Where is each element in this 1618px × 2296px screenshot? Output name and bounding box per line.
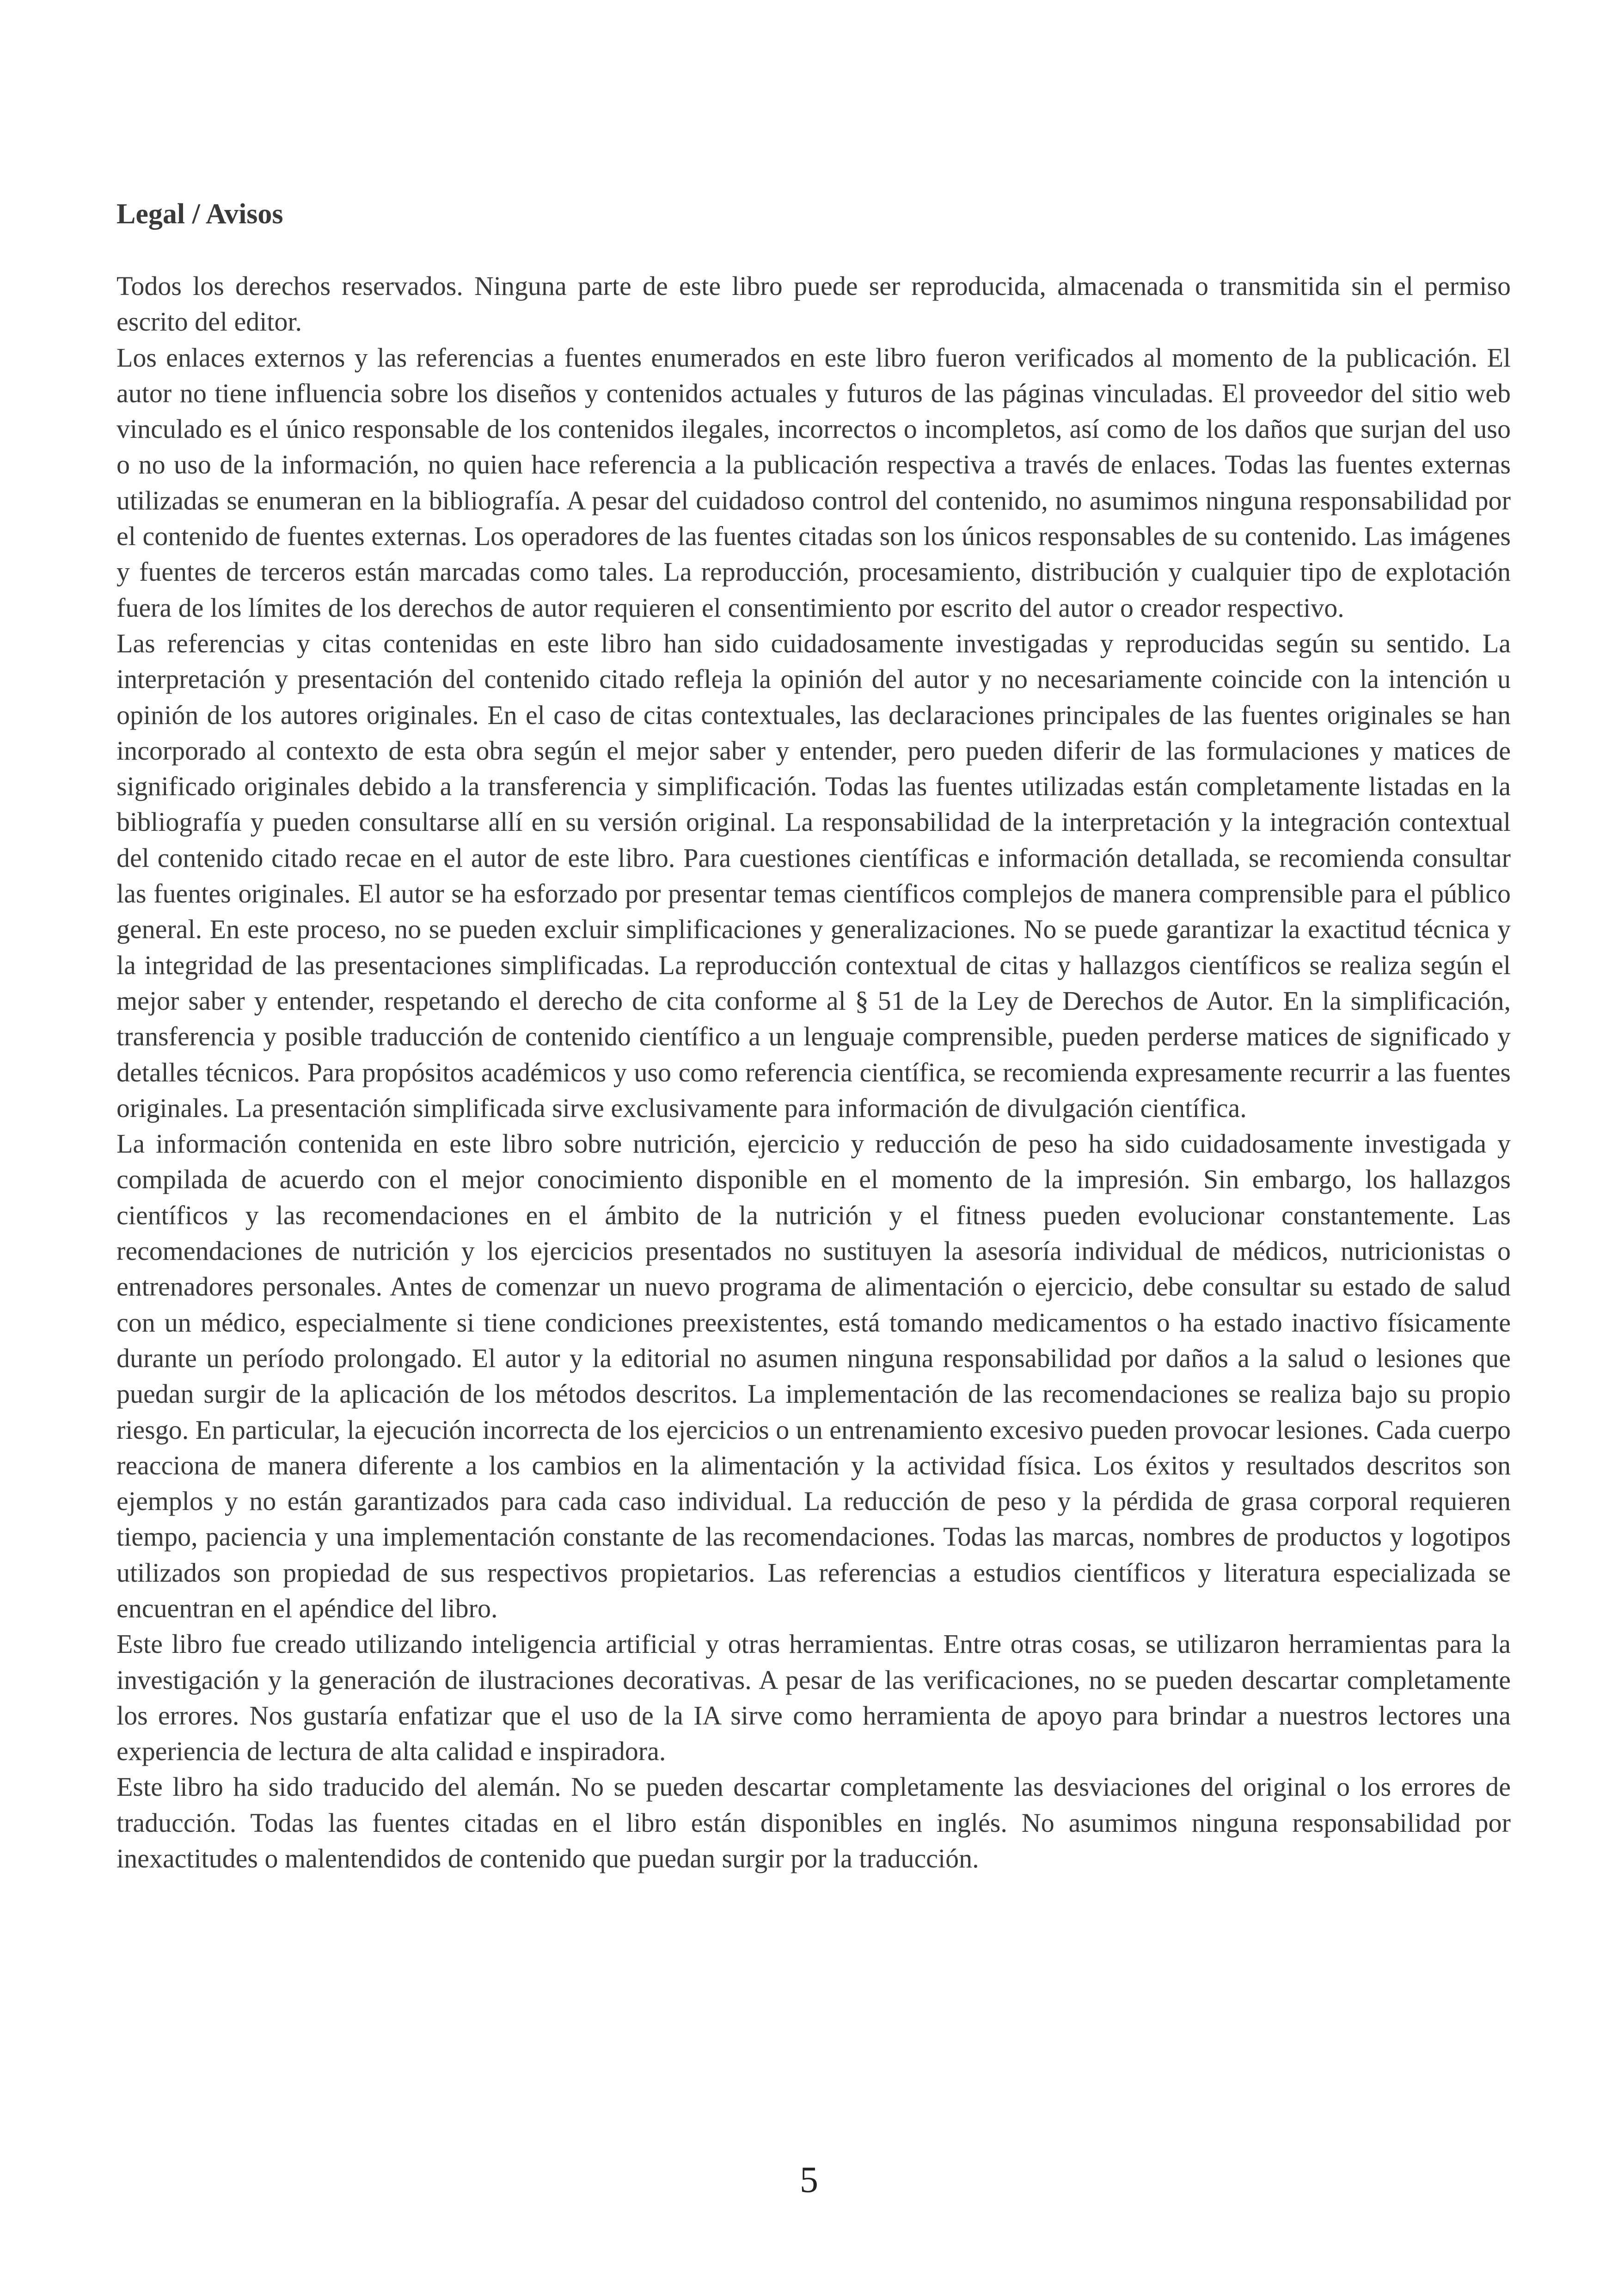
ai-usage-paragraph: Este libro fue creado utilizando inteligencia artificial y otras herramientas. Entre otras cosas, se utilizaron herramientas para la investigación y la generación de ilustraciones decorativas. A pesar de las verificaciones, no se pueden descartar completamente los errores. Nos gustaría enfatizar que el uso de la IA sirve como herramienta de apoyo para brindar a nuestros lectores una experiencia de lectura de alta calidad e inspiradora. (116, 1629, 1511, 1767)
citations-paragraph: Las referencias y citas contenidas en este libro han sido cuidadosamente investigadas y reproducidas según su sentido. La interpretación y presentación del contenido citado refleja la opinión del autor y no necesariamente coincide con la intención u opinión de los autores originales. En el caso de citas contextuales, las declaraciones principales de las fuentes originales se han incorporado al contexto de esta obra según el mejor saber y entender, pero pueden diferir de las formulaciones y matices de significado originales debido a la transferencia y simplificación. Todas las fuentes utilizadas están completamente listadas en la bibliografía y pueden consultarse allí en su versión original. La responsabilidad de la interpretación y la integración contextual del contenido citado recae en el autor de este libro. Para cuestiones científicas e información detallada, se recomienda consultar las fuentes originales. El autor se ha esforzado por presentar temas científicos complejos de manera comprensible para el público general. En este proceso, no se pueden excluir simplificaciones y generalizaciones. No se puede garantizar la exactitud técnica y la integridad de las presentaciones simplificadas. La reproducción contextual de citas y hallazgos científicos se realiza según el mejor saber y entender, respetando el derecho de cita conforme al § 51 de la Ley de Derechos de Autor. En la simplificación, transferencia y posible traducción de contenido científico a un lenguaje comprensible, pueden perderse matices de significado y detalles técnicos. Para propósitos académicos y uso como referencia científica, se recomienda expresamente recurrir a las fuentes originales. La presentación simplificada sirve exclusivamente para información de divulgación científica. (116, 628, 1511, 1123)
external-links-paragraph: Los enlaces externos y las referencias a fuentes enumerados en este libro fueron verificados al momento de la publicación. El autor no tiene influencia sobre los diseños y contenidos actuales y futuros de las páginas vinculadas. El proveedor del sitio web vinculado es el único responsable de los contenidos ilegales, incorrectos o incompletos, así como de los daños que surjan del uso o no uso de la información, no quien hace referencia a la publicación respectiva a través de enlaces. Todas las fuentes externas utilizadas se enumeran en la bibliografía. A pesar del cuidadoso control del contenido, no asumimos ninguna responsabilidad por el contenido de fuentes externas. Los operadores de las fuentes citadas son los únicos responsables de su contenido. Las imágenes y fuentes de terceros están marcadas como tales. La reproducción, procesamiento, distribución y cualquier tipo de explotación fuera de los límites de los derechos de autor requieren el consentimiento por escrito del autor o creador respectivo. (116, 342, 1511, 623)
page-number: 5 (800, 2160, 818, 2200)
legal-notice-section (116, 196, 1511, 1876)
translation-paragraph: Este libro ha sido traducido del alemán. No se pueden descartar completamente las desviaciones del original o los errores de traducción. Todas las fuentes citadas en el libro están disponibles en inglés. No asumimos ninguna responsabilidad por inexactitudes o malentendidos de contenido que puedan surgir por la traducción. (116, 1772, 1511, 1874)
health-disclaimer-paragraph: La información contenida en este libro sobre nutrición, ejercicio y reducción de peso ha sido cuidadosamente investigada y compilada de acuerdo con el mejor conocimiento disponible en el momento de la impresión. Sin embargo, los hallazgos científicos y las recomendaciones en el ámbito de la nutrición y el fitness pueden evolucionar constantemente. Las recomendaciones de nutrición y los ejercicios presentados no sustituyen la asesoría individual de médicos, nutricionistas o entrenadores personales. Antes de comenzar un nuevo programa de alimentación o ejercicio, debe consultar su estado de salud con un médico, especialmente si tiene condiciones preexistentes, está tomando medicamentos o ha estado inactivo físicamente durante un período prolongado. El autor y la editorial no asumen ninguna responsabilidad por daños a la salud o lesiones que puedan surgir de la aplicación de los métodos descritos. La implementación de las recomendaciones se realiza bajo su propio riesgo. En particular, la ejecución incorrecta de los ejercicios o un entrenamiento excesivo pueden provocar lesiones. Cada cuerpo reacciona de manera diferente a los cambios en la alimentación y la actividad física. Los éxitos y resultados descritos son ejemplos y no están garantizados para cada caso individual. La reducción de peso y la pérdida de grasa corporal requieren tiempo, paciencia y una implementación constante de las recomendaciones. Todas las marcas, nombres de productos y logotipos utilizados son propiedad de sus respectivos propietarios. Las referencias a estudios científicos y literatura especializada se encuentran en el apéndice del libro. (116, 1129, 1511, 1623)
section-heading: Legal / Avisos (116, 198, 283, 230)
copyright-paragraph: Todos los derechos reservados. Ninguna parte de este libro puede ser reproducida, almacenada o transmitida sin el permiso escrito del editor. (116, 271, 1511, 337)
